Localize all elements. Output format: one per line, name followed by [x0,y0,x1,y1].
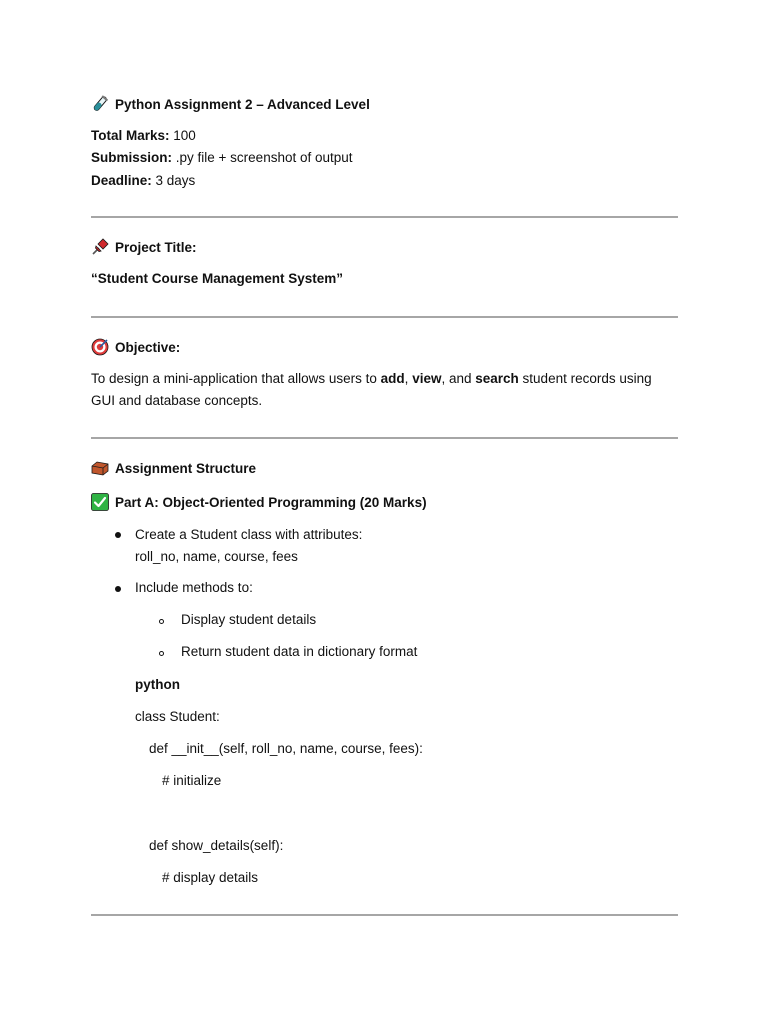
section-divider [91,914,678,916]
list-item [135,524,362,568]
total-marks-value: 100 [173,128,196,143]
total-marks-line [91,128,196,143]
keyword-add: add [380,371,405,386]
total-marks-label: Total Marks: [91,128,170,143]
code-line: # display details [162,870,259,885]
list-item-text: roll_no, name, course, fees [135,549,298,564]
project-heading [91,238,197,256]
objective-heading-text: Objective: [115,339,181,355]
structure-heading [91,459,256,477]
section-divider [91,316,678,318]
project-heading-text: Project Title: [115,239,197,255]
deadline-label: Deadline: [91,173,152,188]
check-box-icon [91,493,109,511]
structure-heading-text: Assignment Structure [115,460,257,476]
objective-text-part: To design a mini-application that allows users to [91,371,381,386]
objective-text [91,368,678,412]
part-a-heading [91,493,427,511]
keyword-search: search [475,371,519,386]
objective-text-part: student records using [518,371,652,386]
bullet-dot [115,586,121,592]
code-line: def __init__(self, roll_no, name, course, fees): [149,741,423,756]
keyword-view: view [412,371,442,386]
objective-heading [91,338,180,356]
sub-bullet-circle [159,619,164,624]
objective-text-part: , and [441,371,476,386]
section-divider [91,216,678,218]
sub-list-item: Display student details [181,612,317,627]
code-line: # initialize [162,773,222,788]
submission-line [91,150,353,165]
target-icon [91,338,109,356]
assignment-title [91,95,370,113]
code-line: class Student: [135,709,220,724]
part-a-heading-text: Part A: Object-Oriented Programming (20 Marks) [115,494,427,510]
code-line: def show_details(self): [149,838,284,853]
sub-bullet-circle [159,651,164,656]
section-divider [91,437,678,439]
project-title: “Student Course Management System” [91,271,344,286]
list-item: Include methods to: [135,580,253,595]
objective-text-part: GUI and database concepts. [91,393,263,408]
test-tube-icon [91,95,109,113]
sub-list-item: Return student data in dictionary format [181,644,418,659]
deadline-value: 3 days [155,173,196,188]
code-language-label: python [135,677,180,692]
list-item-text: Create a Student class with attributes: [135,527,363,542]
brick-icon [91,459,109,477]
objective-text-part: , [404,371,413,386]
submission-value: .py file + screenshot of output [175,150,353,165]
assignment-title-text: Python Assignment 2 – Advanced Level [115,96,370,112]
pushpin-icon [91,238,109,256]
bullet-dot [115,532,121,538]
submission-label: Submission: [91,150,173,165]
deadline-line [91,173,195,188]
